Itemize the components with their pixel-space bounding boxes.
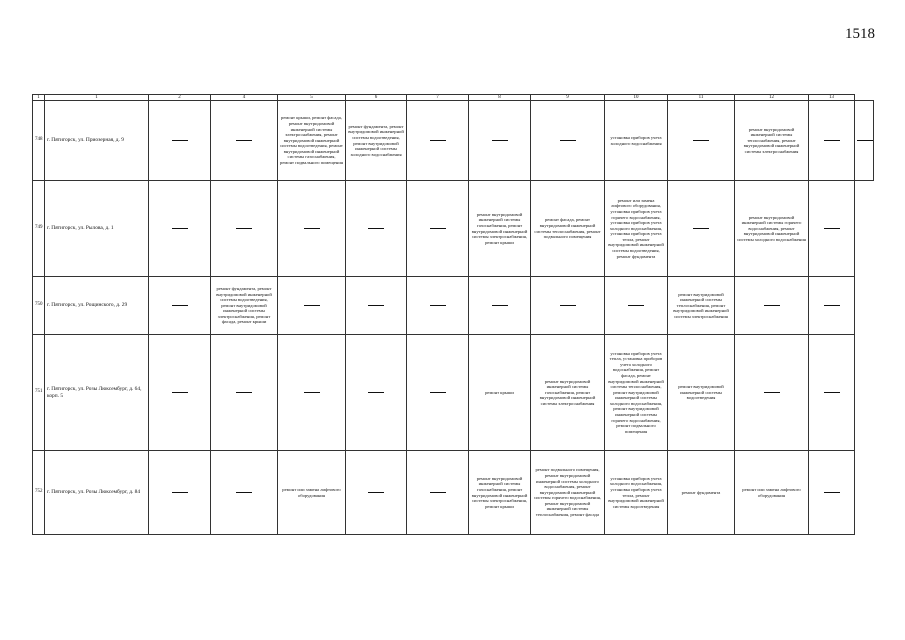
column-header: 11 xyxy=(668,95,735,101)
work-cell: ремонт крыши xyxy=(469,335,531,451)
dash-mark xyxy=(236,140,252,141)
work-cell: установка приборов учета тепла, установка приборов учета холодного водоснабжения, ремонт фасада, ремонт внутридомовой инженерной системы теплоснабжения, ремонт внутридомовой инженерной системы холодного водоснабжения, ремонт внутридомовой инженерной системы горячего водоснабжения, ремонт подвального помещения xyxy=(605,335,668,451)
empty-cell xyxy=(278,181,346,277)
empty-cell xyxy=(809,335,855,451)
empty-cell xyxy=(407,335,469,451)
address-cell: г. Пятигорск, ул. Приозерная, д. 9 xyxy=(45,101,149,181)
table-row xyxy=(33,451,874,535)
empty-cell xyxy=(605,277,668,335)
dash-mark xyxy=(304,305,320,306)
empty-cell xyxy=(211,451,278,535)
column-header: 1 xyxy=(45,95,149,101)
empty-cell xyxy=(149,335,211,451)
work-cell: ремонт подвального помещения, ремонт внутридомовой инженерной системы холодного водоснабжения, ремонт внутридомовой инженерной системы горячего водоснабжения, ремонт внутридомовой инженерной системы теплоснабжения, ремонт фасада xyxy=(531,451,605,535)
dash-mark xyxy=(304,228,320,229)
address-cell: г. Пятигорск, ул. Рощинского, д. 29 xyxy=(45,277,149,335)
column-header: 6 xyxy=(346,95,407,101)
dash-mark xyxy=(172,228,188,229)
empty-cell xyxy=(211,335,278,451)
empty-cell xyxy=(149,451,211,535)
work-cell: ремонт внутридомовой инженерной системы газоснабжения, ремонт внутридомовой инженерной системы электроснабжения, ремонт крыши xyxy=(469,181,531,277)
empty-cell xyxy=(735,277,809,335)
empty-cell xyxy=(809,101,855,181)
empty-cell xyxy=(346,451,407,535)
row-number: 749 xyxy=(33,181,45,277)
dash-mark xyxy=(236,492,252,493)
dash-mark xyxy=(764,392,780,393)
repair-schedule-table xyxy=(32,94,874,535)
column-header: 5 xyxy=(278,95,346,101)
work-cell: ремонт фундамента, ремонт внутридомовой инженерной системы водоотведения, ремонт внутридомовой инженерной системы электроснабжения, ремонт фасада, ремонт крыши xyxy=(211,277,278,335)
dash-mark xyxy=(492,305,508,306)
dash-mark xyxy=(172,140,188,141)
table-body xyxy=(33,101,874,535)
dash-mark xyxy=(824,228,840,229)
work-cell: ремонт внутридомовой инженерной системы теплоснабжения, ремонт внутридомовой инженерной системы электроснабжения xyxy=(668,277,735,335)
dash-mark xyxy=(693,228,709,229)
column-header: 2 xyxy=(149,95,211,101)
column-header: 1 xyxy=(33,95,45,101)
dash-mark xyxy=(368,492,384,493)
empty-cell xyxy=(668,181,735,277)
work-cell: ремонт внутридомовой инженерной системы газоснабжения, ремонт внутридомовой инженерной системы электроснабжения, ремонт крыши xyxy=(469,451,531,535)
address-cell: г. Пятигорск, ул. Рылова, д. 1 xyxy=(45,181,149,277)
dash-mark xyxy=(824,305,840,306)
table-row xyxy=(33,101,874,181)
work-cell: ремонт внутридомовой инженерной системы водоотведения xyxy=(668,335,735,451)
empty-cell xyxy=(149,277,211,335)
empty-cell xyxy=(469,101,531,181)
table-row xyxy=(33,335,874,451)
dash-mark xyxy=(172,392,188,393)
column-header: 7 xyxy=(407,95,469,101)
dash-mark xyxy=(236,228,252,229)
work-cell: ремонт фундамента xyxy=(668,451,735,535)
empty-cell xyxy=(211,101,278,181)
empty-cell xyxy=(809,277,855,335)
column-header: 13 xyxy=(809,95,855,101)
dash-mark xyxy=(693,140,709,141)
dash-mark xyxy=(172,492,188,493)
empty-cell xyxy=(735,335,809,451)
address-cell: г. Пятигорск, ул. Розы Люксембург, д. 84 xyxy=(45,451,149,535)
dash-mark xyxy=(560,305,576,306)
dash-mark xyxy=(368,305,384,306)
empty-cell xyxy=(278,277,346,335)
empty-cell xyxy=(531,277,605,335)
empty-cell xyxy=(531,101,605,181)
dash-mark xyxy=(492,140,508,141)
dash-mark xyxy=(430,392,446,393)
empty-cell xyxy=(809,181,855,277)
empty-cell xyxy=(278,335,346,451)
column-header: 8 xyxy=(469,95,531,101)
address-cell: г. Пятигорск, ул. Розы Люксембург, д. 64, корп. 5 xyxy=(45,335,149,451)
row-number: 752 xyxy=(33,451,45,535)
dash-mark xyxy=(172,305,188,306)
empty-cell xyxy=(809,451,855,535)
empty-cell xyxy=(346,335,407,451)
table-row xyxy=(33,181,874,277)
empty-cell xyxy=(407,451,469,535)
work-cell: установка приборов учета холодного водоснабжения xyxy=(605,101,668,181)
column-header: 10 xyxy=(605,95,668,101)
dash-mark xyxy=(764,305,780,306)
work-cell: ремонт или замена лифтового оборудования, установка приборов учета горячего водоснабжения, установка приборов учета холодного водоснабжения, установка приборов учета тепла, ремонт внутридомовой инженерной системы водоотведения, ремонт фундамента xyxy=(605,181,668,277)
empty-cell xyxy=(469,277,531,335)
empty-cell xyxy=(407,181,469,277)
page-number: 1518 xyxy=(845,26,875,42)
empty-cell xyxy=(149,181,211,277)
work-cell: ремонт внутридомовой инженерной системы горячего водоснабжения, ремонт внутридомовой инженерной системы холодного водоснабжения xyxy=(735,181,809,277)
table-row xyxy=(33,277,874,335)
empty-cell xyxy=(149,101,211,181)
empty-cell xyxy=(211,181,278,277)
work-cell: ремонт крыши, ремонт фасада, ремонт внутридомовой инженерной системы электроснабжения, ремонт внутридомовой инженерной системы водоотведения, ремонт внутридомовой инженерной системы газоснабжения, ремонт подвального помещения xyxy=(278,101,346,181)
dash-mark xyxy=(824,492,840,493)
dash-mark xyxy=(430,228,446,229)
column-header: 4 xyxy=(211,95,278,101)
empty-cell xyxy=(855,101,874,181)
dash-mark xyxy=(560,140,576,141)
empty-cell xyxy=(668,101,735,181)
empty-cell xyxy=(407,277,469,335)
empty-cell xyxy=(407,101,469,181)
column-header: 9 xyxy=(531,95,605,101)
dash-mark xyxy=(430,140,446,141)
empty-cell xyxy=(346,181,407,277)
dash-mark xyxy=(304,392,320,393)
dash-mark xyxy=(236,392,252,393)
row-number: 748 xyxy=(33,101,45,181)
dash-mark xyxy=(368,392,384,393)
work-cell: ремонт или замена лифтового оборудования xyxy=(735,451,809,535)
dash-mark xyxy=(628,305,644,306)
dash-mark xyxy=(824,140,840,141)
dash-mark xyxy=(824,392,840,393)
work-cell: установка приборов учета холодного водоснабжения, установка приборов учета тепла, ремонт внутридомовой инженерной системы водоотведения xyxy=(605,451,668,535)
dash-mark xyxy=(368,228,384,229)
empty-cell xyxy=(346,277,407,335)
column-header: 12 xyxy=(735,95,809,101)
row-number: 751 xyxy=(33,335,45,451)
work-cell: ремонт фундамента, ремонт внутридомовой инженерной системы водоотведения, ремонт внутридомовой инженерной системы холодного водоснабжения xyxy=(346,101,407,181)
dash-mark xyxy=(857,140,873,141)
work-cell: ремонт или замена лифтового оборудования xyxy=(278,451,346,535)
dash-mark xyxy=(430,305,446,306)
dash-mark xyxy=(430,492,446,493)
work-cell: ремонт фасада, ремонт внутридомовой инженерной системы теплоснабжения, ремонт подвального помещения xyxy=(531,181,605,277)
work-cell: ремонт внутридомовой инженерной системы газоснабжения, ремонт внутридомовой инженерной системы электроснабжения xyxy=(531,335,605,451)
row-number: 750 xyxy=(33,277,45,335)
work-cell: ремонт внутридомовой инженерной системы теплоснабжения, ремонт внутридомовой инженерной системы электроснабжения xyxy=(735,101,809,181)
